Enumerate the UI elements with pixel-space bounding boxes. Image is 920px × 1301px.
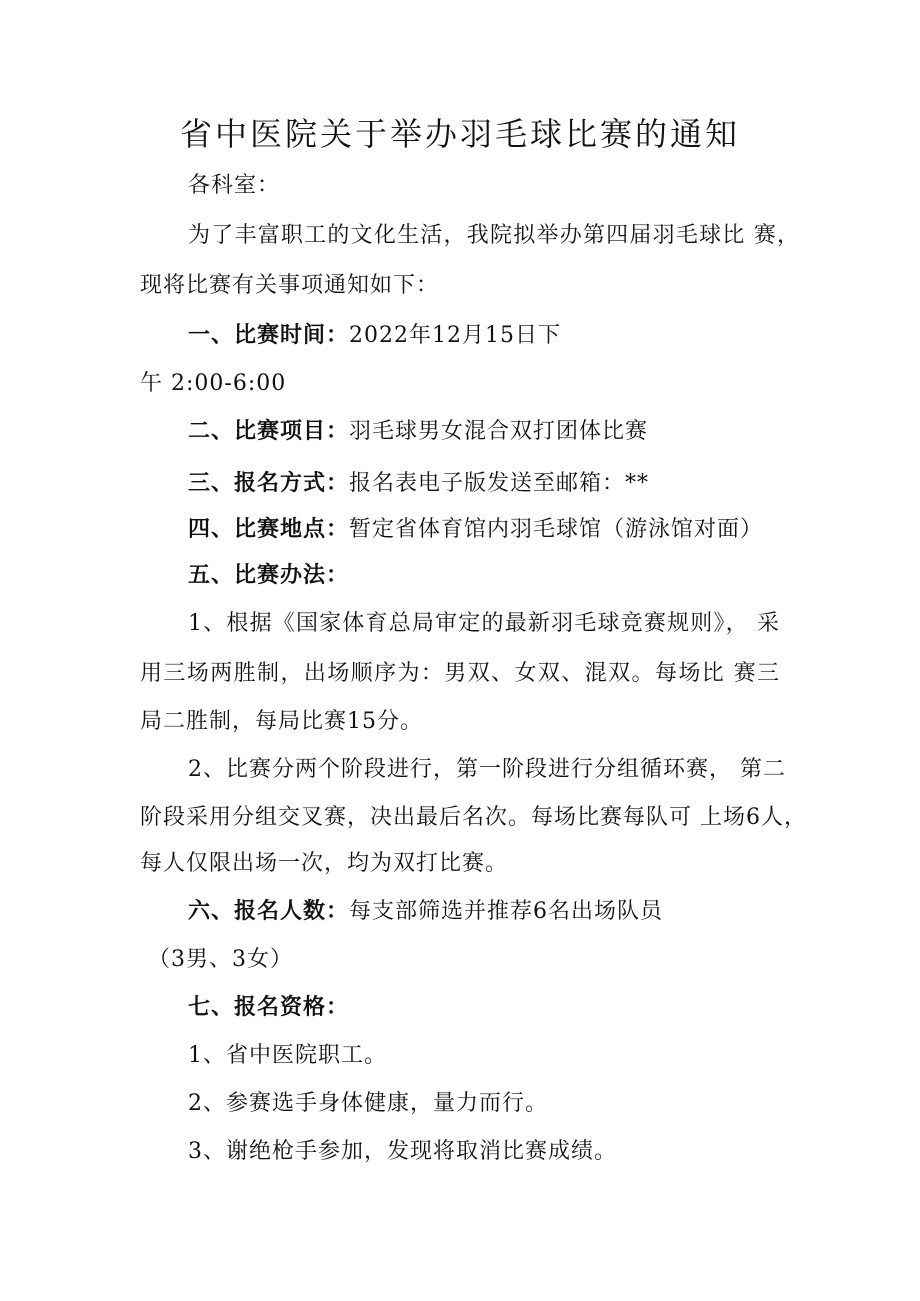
rules-item1-line-2: 用三场两胜制，出场顺序为：男双、女双、混双。每场比 赛三 [140, 661, 780, 686]
section-headcount-continuation: （3男、3女） [148, 947, 293, 972]
eligibility-item: 3、谢绝枪手参加，发现将取消比赛成绩。 [188, 1139, 617, 1164]
rules-item1-line-1: 1、根据《国家体育总局审定的最新羽毛球竞赛规则》， 采 [188, 611, 780, 636]
rules-item2-line-2: 阶段采用分组交叉赛，决出最后名次。每场比赛每队可 上场6人， [140, 805, 807, 830]
section-time-continuation: 午 2:00-6:00 [140, 371, 287, 396]
eligibility-item: 2、参赛选手身体健康，量力而行。 [188, 1091, 548, 1116]
section-time-value: 2022年12月15日下 [349, 323, 561, 348]
intro-line-1: 为了丰富职工的文化生活，我院拟举办第四届羽毛球比 赛， [188, 223, 800, 248]
section-event-heading: 二、比赛项目： [188, 419, 350, 444]
section-event [188, 418, 648, 446]
section-time-heading: 一、比赛时间： [188, 323, 350, 348]
section-signup-method [188, 470, 649, 498]
section-signup-method-value: 报名表电子版发送至邮箱：** [349, 471, 650, 496]
section-headcount [188, 898, 663, 926]
rules-item2-line-3: 每人仅限出场一次，均为双打比赛。 [140, 851, 509, 876]
rules-item2-line-1: 2、比赛分两个阶段进行，第一阶段进行分组循环赛， 第二 [188, 757, 786, 782]
section-signup-method-heading: 三、报名方式： [188, 471, 350, 496]
intro-line-2: 现将比赛有关事项通知如下： [140, 273, 440, 298]
section-event-value: 羽毛球男女混合双打团体比赛 [349, 419, 649, 444]
section-rules-heading: 五、比赛办法： [188, 563, 350, 588]
salutation: 各科室： [188, 173, 281, 198]
document-title: 省中医院关于举办羽毛球比赛的通知 [179, 115, 740, 153]
eligibility-item: 1、省中医院职工。 [188, 1043, 387, 1068]
rules-item1-line-3: 局二胜制，每局比赛15分。 [140, 709, 423, 734]
section-venue-heading: 四、比赛地点： [188, 517, 350, 542]
section-time [188, 322, 561, 350]
section-venue-value: 暂定省体育馆内羽毛球馆（游泳馆对面） [349, 517, 764, 542]
section-headcount-heading: 六、报名人数： [188, 899, 350, 924]
section-headcount-value: 每支部筛选并推荐6名出场队员 [349, 899, 664, 924]
section-venue [188, 516, 763, 544]
section-eligibility-heading: 七、报名资格： [188, 995, 350, 1020]
